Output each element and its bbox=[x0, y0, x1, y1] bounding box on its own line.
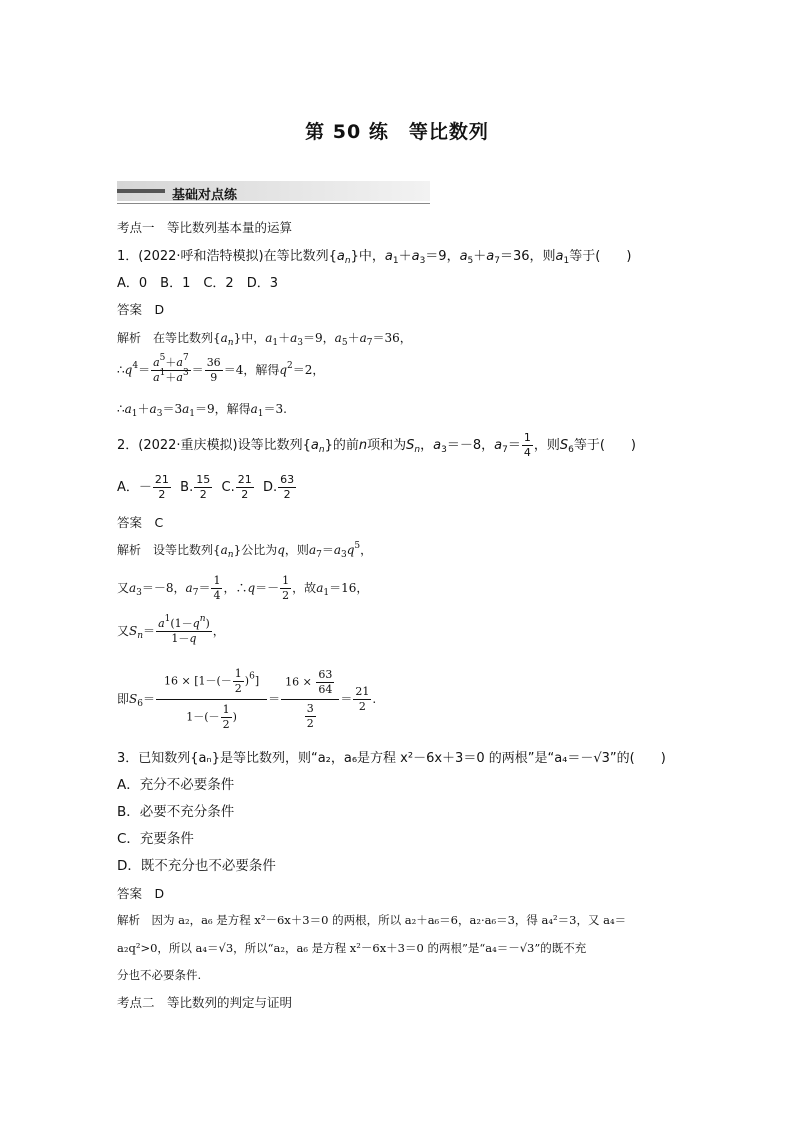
q1-answer: 答案 D bbox=[117, 302, 165, 317]
q2-solution-line1: 解析 设等比数列$\{a_n\}$公比为q，则$a_7=a_3q^5$， bbox=[117, 541, 373, 560]
q2-solution-line4: 即$S_6=$ 16 × [1－(－ $\frac{1}{2}$ )$^6$] 1－(－ $\frac{1}{2}$ ) ＝ 16 × $\frac{63}{64}$ $\frac{3}{2}$ ＝ $\frac{21}{2}$ . bbox=[117, 667, 377, 732]
q2-solution-line2: 又$a_3=-8$，$a_7=$ $\frac{1}{4}$ ，∴q＝－ $\frac{1}{2}$ ，故$a_1=16$， bbox=[117, 574, 369, 603]
q1-stem: 1．(2022·呼和浩特模拟)在等比数列$\{a_n\}$中，$a_1+a_3=9$，$a_5+a_7=36$，则$a_1$等于( ) bbox=[117, 249, 632, 266]
q3-option-d: D．既不充分也不必要条件 bbox=[117, 858, 276, 874]
section-header bbox=[117, 181, 430, 201]
q2-answer: 答案 C bbox=[117, 515, 164, 530]
q3-option-a: A．充分不必要条件 bbox=[117, 777, 235, 793]
topic-heading-1: 考点一 等比数列基本量的运算 bbox=[117, 220, 293, 235]
section-bar bbox=[117, 189, 165, 193]
q2-options: A．－ $\frac{21}{2}$ B. $\frac{15}{2}$ C. $\frac{21}{2}$ D. $\frac{63}{2}$ bbox=[117, 473, 295, 502]
q3-solution-line1: 解析 因为 a₂，a₆ 是方程 x²－6x＋3＝0 的两根，所以 a₂＋a₆＝6，a₂·a₆＝3，得 a₄²＝3，又 a₄＝ bbox=[117, 913, 627, 927]
q3-stem: 3．已知数列{aₙ}是等比数列，则“a₂，a₆是方程 x²－6x＋3＝0 的两根”是“a₄＝－√3”的( ) bbox=[117, 751, 666, 766]
q3-solution-line2: a₂q²>0，所以 a₄＝√3，所以“a₂，a₆ 是方程 x²－6x＋3＝0 的两根”是“a₄＝－√3”的既不充 bbox=[117, 941, 587, 955]
q1-solution-line2: $\therefore q^4=$ $\frac{a^5+a^7}{a^1+a^3}$ ＝ $\frac{36}{9}$ ＝4，解得$q^2=2$， bbox=[117, 353, 325, 385]
page-title: 第 50 练 等比数列 bbox=[305, 121, 489, 143]
q3-option-c: C．充要条件 bbox=[117, 831, 194, 847]
section-divider bbox=[117, 203, 430, 204]
q3-answer: 答案 D bbox=[117, 886, 165, 901]
q2-solution-line3: 又$S_n=$ $\frac{a^1(1-q^n)}{1-q}$ ， bbox=[117, 614, 225, 646]
q3-option-b: B．必要不充分条件 bbox=[117, 804, 235, 820]
q1-solution-line3: $\therefore a_1+a_3=3a_1=9$，解得$a_1=3$. bbox=[117, 402, 287, 419]
topic-heading-2: 考点二 等比数列的判定与证明 bbox=[117, 995, 293, 1010]
section-label: 基础对点练 bbox=[172, 188, 238, 203]
q2-stem: 2．(2022·重庆模拟)设等比数列$\{a_n\}$的前n项和为$S_n$，$a_3=-8$，$a_7=$ $\frac{1}{4}$ ，则$S_6$等于( ) bbox=[117, 431, 637, 460]
q1-solution-line1: 解析 在等比数列$\{a_n\}$中，$a_1+a_3=9$，$a_5+a_7=36$， bbox=[117, 331, 412, 348]
q3-solution-line3: 分也不必要条件. bbox=[117, 968, 202, 982]
q1-options: A．0 B．1 C．2 D．3 bbox=[117, 276, 278, 291]
